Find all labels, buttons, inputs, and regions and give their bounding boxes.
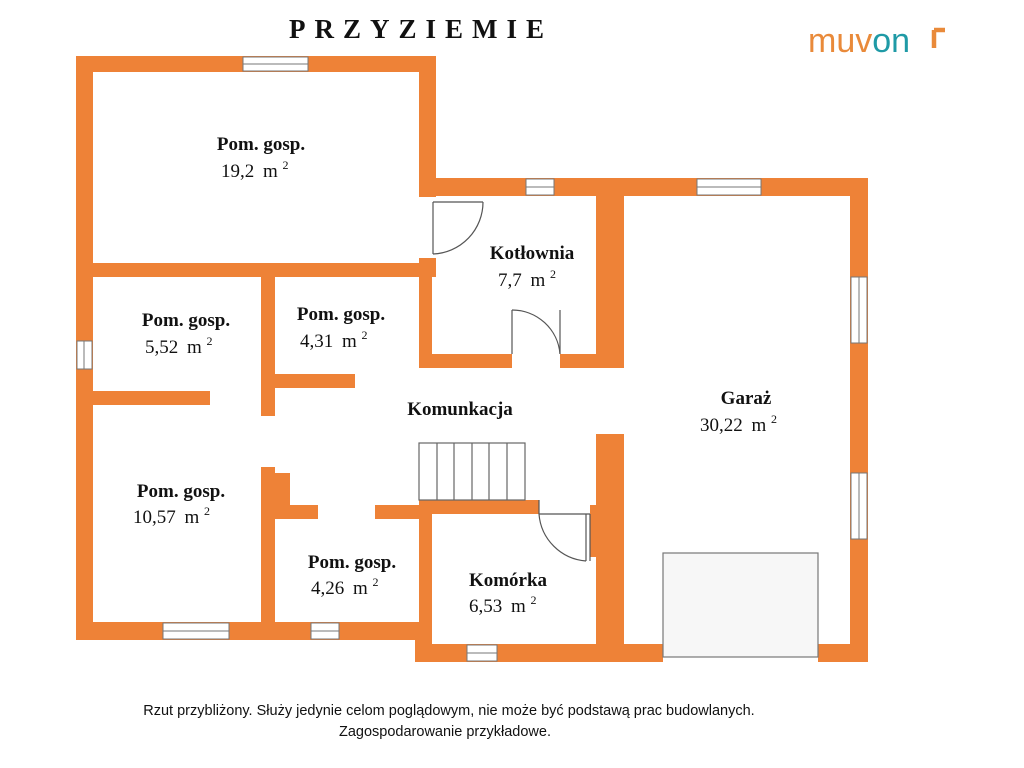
- room-garaz: [700, 388, 777, 436]
- room-name: Pom. gosp.: [141, 310, 231, 331]
- window-garage-top: [697, 179, 761, 195]
- room-name: Komórka: [468, 570, 548, 591]
- room-area-value: 7,7: [498, 270, 522, 291]
- garage-door: [663, 553, 818, 657]
- room-area: [469, 593, 537, 617]
- plan-title: PRZYZIEMIE: [289, 14, 554, 44]
- room-kotlownia: [490, 243, 575, 291]
- room-name: Kotłownia: [489, 243, 575, 264]
- room-name: Pom. gosp.: [136, 481, 226, 502]
- disclaimer-line-1: Rzut przybliżony. Służy jedynie celom poglądowym, nie może być podstawą prac budowlanych.: [143, 703, 755, 719]
- room-area: [700, 412, 777, 436]
- room-area-exp: 2: [206, 334, 213, 348]
- room-area-value: 30,22: [700, 415, 743, 436]
- room-area: [221, 158, 289, 182]
- room-area-unit: m: [530, 270, 546, 291]
- room-area: [133, 504, 210, 528]
- muvon-logo: [808, 22, 945, 60]
- room-pom-gosp-19-2: [217, 134, 305, 182]
- svg-text:muvon: [808, 22, 910, 60]
- room-area-unit: m: [511, 596, 526, 617]
- room-name: Pom. gosp.: [307, 552, 397, 573]
- door-19-2: [419, 197, 483, 258]
- room-area-unit: m: [184, 507, 200, 528]
- room-name: Pom. gosp.: [296, 304, 386, 325]
- room-area-value: 6,53: [469, 596, 503, 617]
- room-komorka: [469, 570, 548, 617]
- window-top-left: [243, 57, 308, 71]
- room-area-unit: m: [353, 578, 368, 599]
- room-area-exp: 2: [204, 504, 211, 518]
- disclaimer-line-2: Zagospodarowanie przykładowe.: [339, 724, 551, 740]
- room-area: [498, 267, 556, 291]
- stairs: [419, 443, 525, 500]
- window-bottom-1: [163, 623, 229, 639]
- room-area-exp: 2: [372, 575, 379, 589]
- room-area-value: 19,2: [221, 161, 255, 182]
- room-name: Komunkacja: [407, 399, 513, 420]
- room-area-value: 4,31: [300, 331, 334, 352]
- room-area: [300, 328, 368, 352]
- room-area-unit: m: [342, 331, 357, 352]
- room-area-exp: 2: [550, 267, 557, 281]
- window-left: [77, 341, 92, 369]
- room-labels: [133, 134, 777, 617]
- room-pom-gosp-4-26: [308, 552, 396, 599]
- room-area-exp: 2: [771, 412, 778, 426]
- room-name: Garaż: [720, 388, 772, 409]
- window-kotlownia: [526, 179, 554, 195]
- room-pom-gosp-4-31: [297, 304, 385, 352]
- logo-text-part1: muv: [808, 22, 873, 60]
- door-kotlownia: [512, 310, 560, 368]
- room-komunkacja: [407, 399, 513, 420]
- room-name: Pom. gosp.: [216, 134, 306, 155]
- room-area-value: 10,57: [133, 507, 176, 528]
- room-area: [311, 575, 379, 599]
- room-area-exp: 2: [361, 328, 368, 342]
- window-garage-right-2: [851, 473, 867, 539]
- room-area-unit: m: [263, 161, 278, 182]
- room-area-value: 5,52: [145, 337, 179, 358]
- room-area-unit: m: [751, 415, 767, 436]
- room-pom-gosp-5-52: [142, 310, 230, 358]
- logo-mark-icon: [934, 30, 945, 48]
- room-area-unit: m: [187, 337, 202, 358]
- room-area-exp: 2: [282, 158, 289, 172]
- room-area-value: 4,26: [311, 578, 345, 599]
- room-area: [145, 334, 213, 358]
- window-bottom-2: [311, 623, 339, 639]
- room-area-exp: 2: [530, 593, 537, 607]
- room-pom-gosp-10-57: [133, 481, 225, 528]
- logo-text-part2: on: [872, 22, 911, 60]
- window-komorka: [467, 645, 497, 661]
- window-garage-right-1: [851, 277, 867, 343]
- door-komorka: [539, 500, 590, 561]
